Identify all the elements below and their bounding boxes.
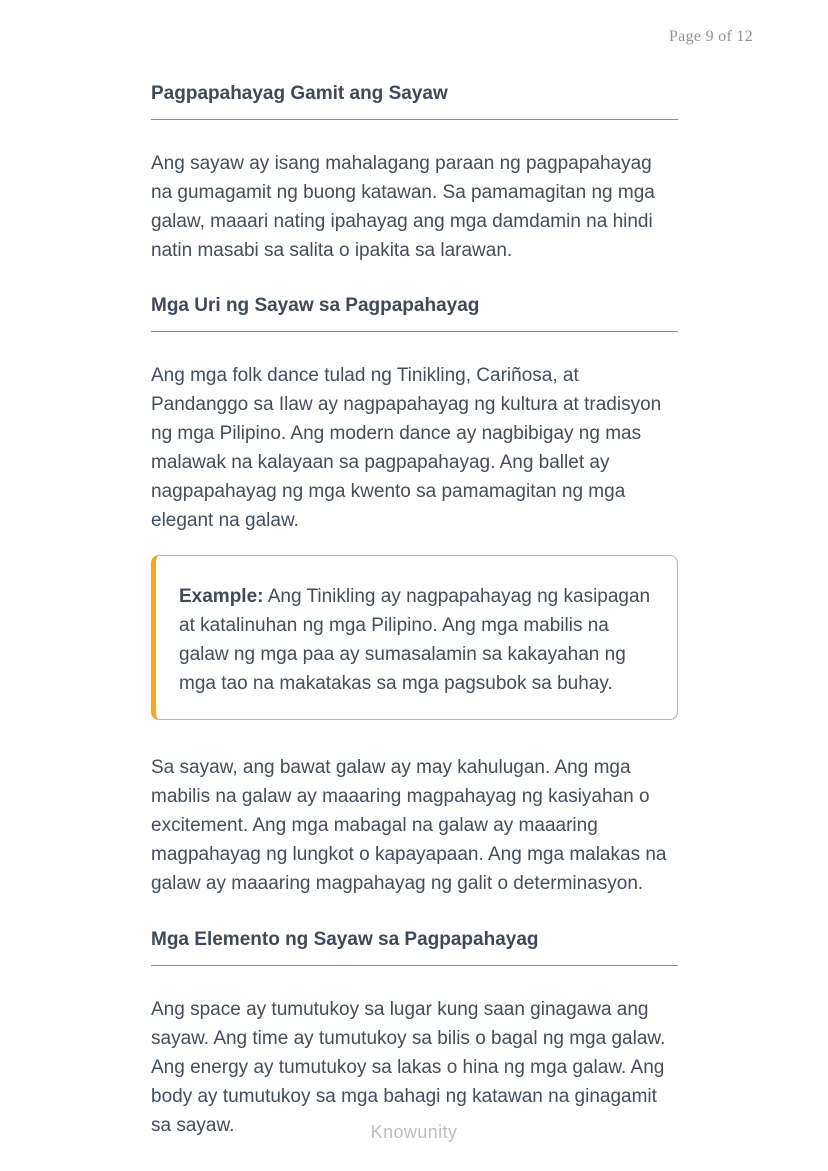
page-number: Page 9 of 12 <box>668 28 753 45</box>
paragraph-kahulugan-ng-galaw: Sa sayaw, ang bawat galaw ay may kahulugan. Ang mga mabilis na galaw ay maaaring magpahayag ng kasiyahan o excitement. Ang mga mabagal na galaw ay maaaring magpahayag ng lungkot o kapayapaan. Ang mga malakas na galaw ay maaaring magpahayag ng galit o determinasyon. <box>151 757 667 894</box>
example-callout-box <box>151 555 678 720</box>
page-content <box>151 0 678 1140</box>
paragraph-uri-ng-sayaw: Ang mga folk dance tulad ng Tinikling, Cariñosa, at Pandanggo sa Ilaw ay nagpapahayag ng kultura at tradisyon ng mga Pilipino. Ang modern dance ay nagbibigay ng mas malawak na kalayaan sa pagpapahayag. Ang ballet ay nagpapahayag ng mga kwento sa pamamagitan ng mga elegant na galaw. <box>151 365 662 531</box>
section-heading-pagpapahayag-gamit-ang-sayaw: Pagpapahayag Gamit ang Sayaw <box>151 82 678 120</box>
example-text: Ang Tinikling ay nagpapahayag ng kasipagan at katalinuhan ng mga Pilipino. Ang mga mabilis na galaw ng mga paa ay sumasalamin sa kakayahan ng mga tao na makatakas sa mga pagsubok sa buhay. <box>179 586 651 694</box>
section-heading-mga-uri-ng-sayaw: Mga Uri ng Sayaw sa Pagpapahayag <box>151 294 678 332</box>
example-paragraph <box>179 582 653 698</box>
example-label: Example: <box>179 586 264 607</box>
paragraph-intro: Ang sayaw ay isang mahalagang paraan ng pagpapahayag na gumagamit ng buong katawan. Sa pamamagitan ng mga galaw, maaari nating ipahayag ang mga damdamin na hindi natin masabi sa salita o ipakita sa larawan. <box>151 153 655 261</box>
paragraph-elemento-ng-sayaw: Ang space ay tumutukoy sa lugar kung saan ginagawa ang sayaw. Ang time ay tumutukoy sa bilis o bagal ng mga galaw. Ang energy ay tumutukoy sa lakas o hina ng mga galaw. Ang body ay tumutukoy sa mga bahagi ng katawan na ginagamit sa sayaw. <box>151 999 666 1136</box>
section-heading-mga-elemento-ng-sayaw: Mga Elemento ng Sayaw sa Pagpapahayag <box>151 928 678 966</box>
footer-brand: Knowunity <box>370 1122 458 1142</box>
